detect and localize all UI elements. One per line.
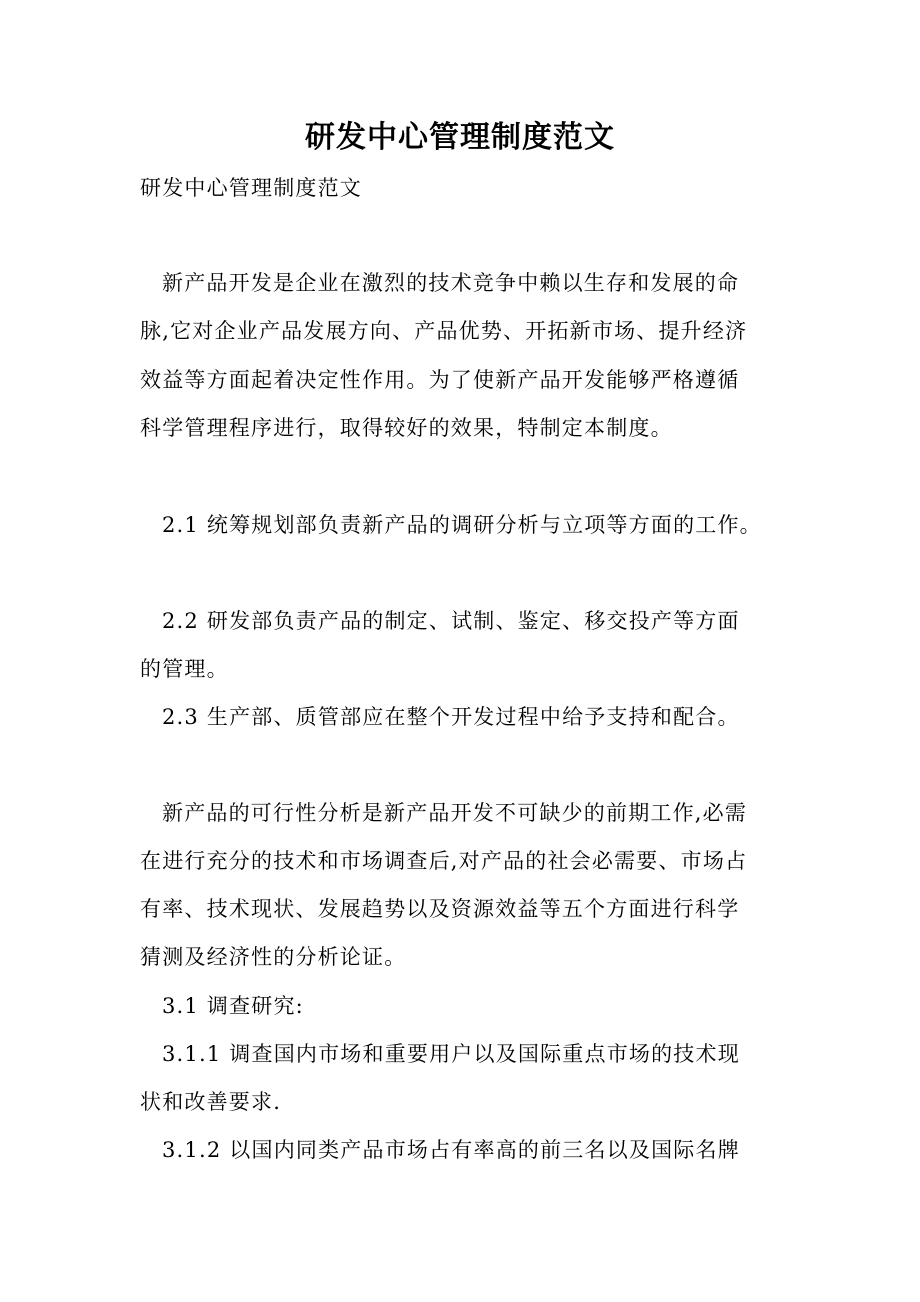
paragraph-line: 2.3 生产部、质管部应在整个开发过程中给予支持和配合。 <box>162 705 740 729</box>
document-title: 研发中心管理制度范文 <box>305 120 615 155</box>
paragraph-line: 在进行充分的技术和市场调查后,对产品的社会必需要、市场占 <box>140 849 748 873</box>
paragraph-line: 2.2 研发部负责产品的制定、试制、鉴定、移交投产等方面 <box>162 609 740 633</box>
paragraph-line: 科学管理程序进行，取得较好的效果，特制定本制度。 <box>140 416 673 440</box>
paragraph-line: 2.1 统筹规划部负责新产品的调研分析与立项等方面的工作。 <box>162 513 762 537</box>
paragraph-line: 脉,它对企业产品发展方向、产品优势、开拓新市场、提升经济 <box>140 319 748 343</box>
paragraph-line: 的管理。 <box>140 657 229 681</box>
paragraph-line: 猜测及经济性的分析论证。 <box>140 945 407 969</box>
paragraph-line: 效益等方面起着决定性作用。为了使新产品开发能够严格遵循 <box>140 368 740 392</box>
paragraph-line: 有率、技术现状、发展趋势以及资源效益等五个方面进行科学 <box>140 897 740 921</box>
paragraph-line: 状和改善要求. <box>140 1090 282 1114</box>
paragraph-line: 新产品的可行性分析是新产品开发不可缺少的前期工作,必需 <box>162 801 748 825</box>
paragraph-line: 新产品开发是企业在激烈的技术竞争中赖以生存和发展的命 <box>162 271 740 295</box>
paragraph-line: 3.1.1 调查国内市场和重要用户以及国际重点市场的技术现 <box>162 1042 740 1066</box>
paragraph-line: 3.1.2 以国内同类产品市场占有率高的前三名以及国际名牌 <box>162 1138 740 1162</box>
paragraph-line: 3.1 调查研究: <box>162 994 304 1018</box>
document-subtitle: 研发中心管理制度范文 <box>140 176 362 200</box>
